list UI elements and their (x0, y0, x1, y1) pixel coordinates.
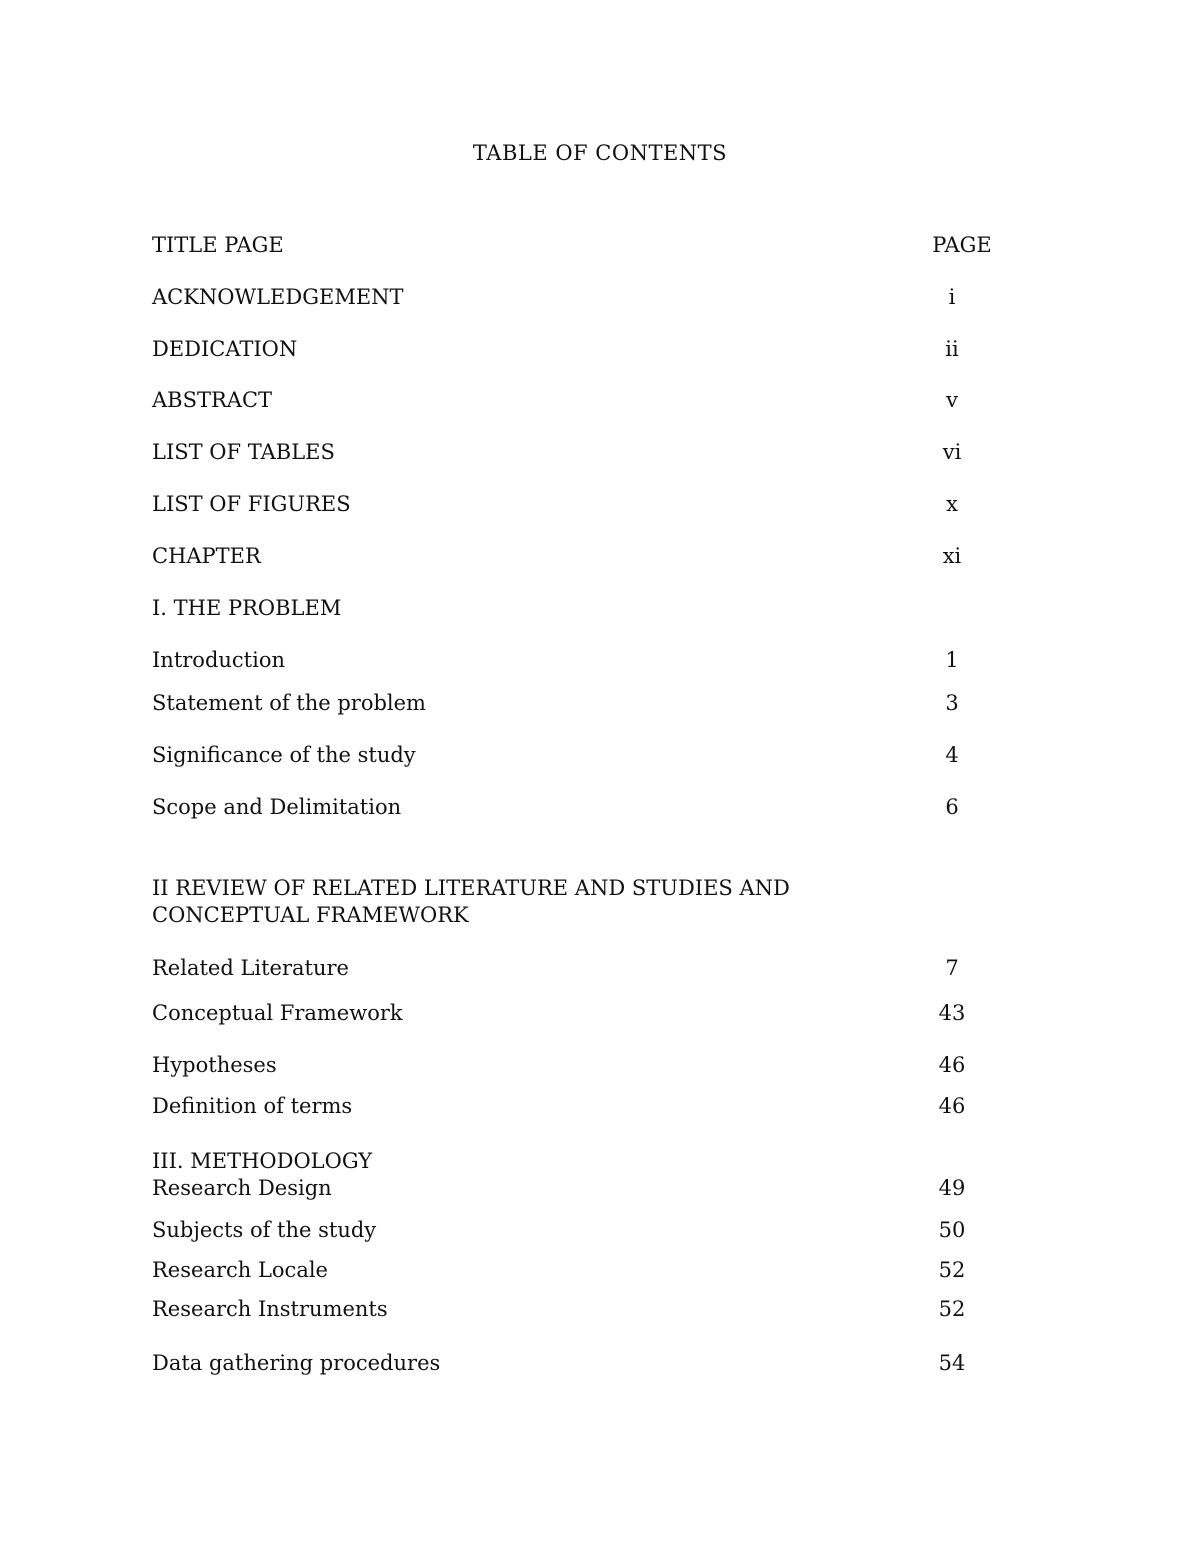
toc-entry-hypotheses[interactable] (152, 1050, 992, 1080)
toc-entry-definition-of-terms[interactable] (152, 1091, 992, 1121)
toc-entry-page: 49 (938, 1176, 966, 1200)
toc-entry-page: x (946, 492, 958, 516)
toc-entry-label: Data gathering procedures (152, 1351, 441, 1375)
toc-entry-research-design[interactable] (152, 1173, 992, 1203)
toc-entry-page: 7 (945, 956, 959, 980)
toc-entry-label: LIST OF TABLES (152, 440, 335, 464)
toc-header-row (152, 230, 992, 260)
toc-entry-label: Research Instruments (152, 1297, 388, 1321)
toc-entry-label: ACKNOWLEDGEMENT (152, 285, 404, 309)
toc-entry-acknowledgement[interactable] (152, 282, 992, 312)
toc-entry-significance[interactable] (152, 740, 992, 770)
toc-entry-conceptual-framework[interactable] (152, 998, 992, 1028)
toc-entry-label: Conceptual Framework (152, 1001, 403, 1025)
toc-entry-dedication[interactable] (152, 334, 992, 364)
toc-entry-page: 43 (938, 1001, 966, 1025)
toc-entry-page: 54 (938, 1351, 966, 1375)
toc-entry-list-of-figures[interactable] (152, 489, 992, 519)
toc-entry-page: vi (942, 440, 962, 464)
toc-entry-page: i (948, 285, 956, 309)
toc-entry-page: 52 (938, 1258, 966, 1282)
toc-entry-list-of-tables[interactable] (152, 437, 992, 467)
page-title: TABLE OF CONTENTS (472, 141, 728, 165)
toc-entry-label: Subjects of the study (152, 1218, 377, 1242)
toc-entry-page: 46 (938, 1053, 966, 1077)
toc-entry-label: Introduction (152, 648, 285, 672)
toc-header-page-label: PAGE (932, 233, 992, 257)
toc-entry-label: Hypotheses (152, 1053, 277, 1077)
toc-entry-chapter[interactable] (152, 541, 992, 571)
toc-entry-page: 3 (945, 691, 959, 715)
toc-entry-scope[interactable] (152, 792, 992, 822)
toc-header-label: TITLE PAGE (152, 233, 284, 257)
toc-entry-label: Significance of the study (152, 743, 416, 767)
toc-entry-page: ii (945, 337, 959, 361)
toc-entry-label: ABSTRACT (152, 388, 273, 412)
toc-entry-related-literature[interactable] (152, 953, 992, 983)
toc-entry-research-locale[interactable] (152, 1255, 992, 1285)
toc-entry-page: 4 (945, 743, 959, 767)
toc-section-heading-problem[interactable] (152, 593, 992, 623)
toc-entry-subjects[interactable] (152, 1215, 992, 1245)
toc-entry-page: 52 (938, 1297, 966, 1321)
toc-entry-data-gathering[interactable] (152, 1348, 992, 1378)
toc-entry-abstract[interactable] (152, 385, 992, 415)
toc-entry-statement-of-problem[interactable] (152, 688, 992, 718)
toc-entry-page: xi (942, 544, 962, 568)
toc-entry-page: 46 (938, 1094, 966, 1118)
toc-entry-label: DEDICATION (152, 337, 298, 361)
toc-entry-label: Scope and Delimitation (152, 795, 402, 819)
toc-entry-label: Research Design (152, 1176, 332, 1200)
toc-entry-label: LIST OF FIGURES (152, 492, 351, 516)
toc-entry-page: 50 (938, 1218, 966, 1242)
toc-entry-page: 6 (945, 795, 959, 819)
toc-entry-label: Definition of terms (152, 1094, 353, 1118)
toc-section-label: III. METHODOLOGY (152, 1149, 373, 1173)
toc-entry-page: v (946, 388, 958, 412)
toc-entry-introduction[interactable] (152, 645, 992, 675)
toc-section-label: II REVIEW OF RELATED LITERATURE AND STUDIES AND CONCEPTUAL FRAMEWORK (152, 876, 790, 927)
toc-section-heading-review[interactable] (152, 875, 992, 933)
toc-entry-label: Statement of the problem (152, 691, 426, 715)
toc-entry-label: Research Locale (152, 1258, 328, 1282)
toc-entry-label: CHAPTER (152, 544, 261, 568)
toc-entry-page: 1 (945, 648, 959, 672)
toc-entry-research-instruments[interactable] (152, 1294, 992, 1324)
toc-entry-label: Related Literature (152, 956, 349, 980)
toc-section-label: I. THE PROBLEM (152, 596, 342, 620)
toc-section-heading-methodology[interactable] (152, 1146, 992, 1176)
